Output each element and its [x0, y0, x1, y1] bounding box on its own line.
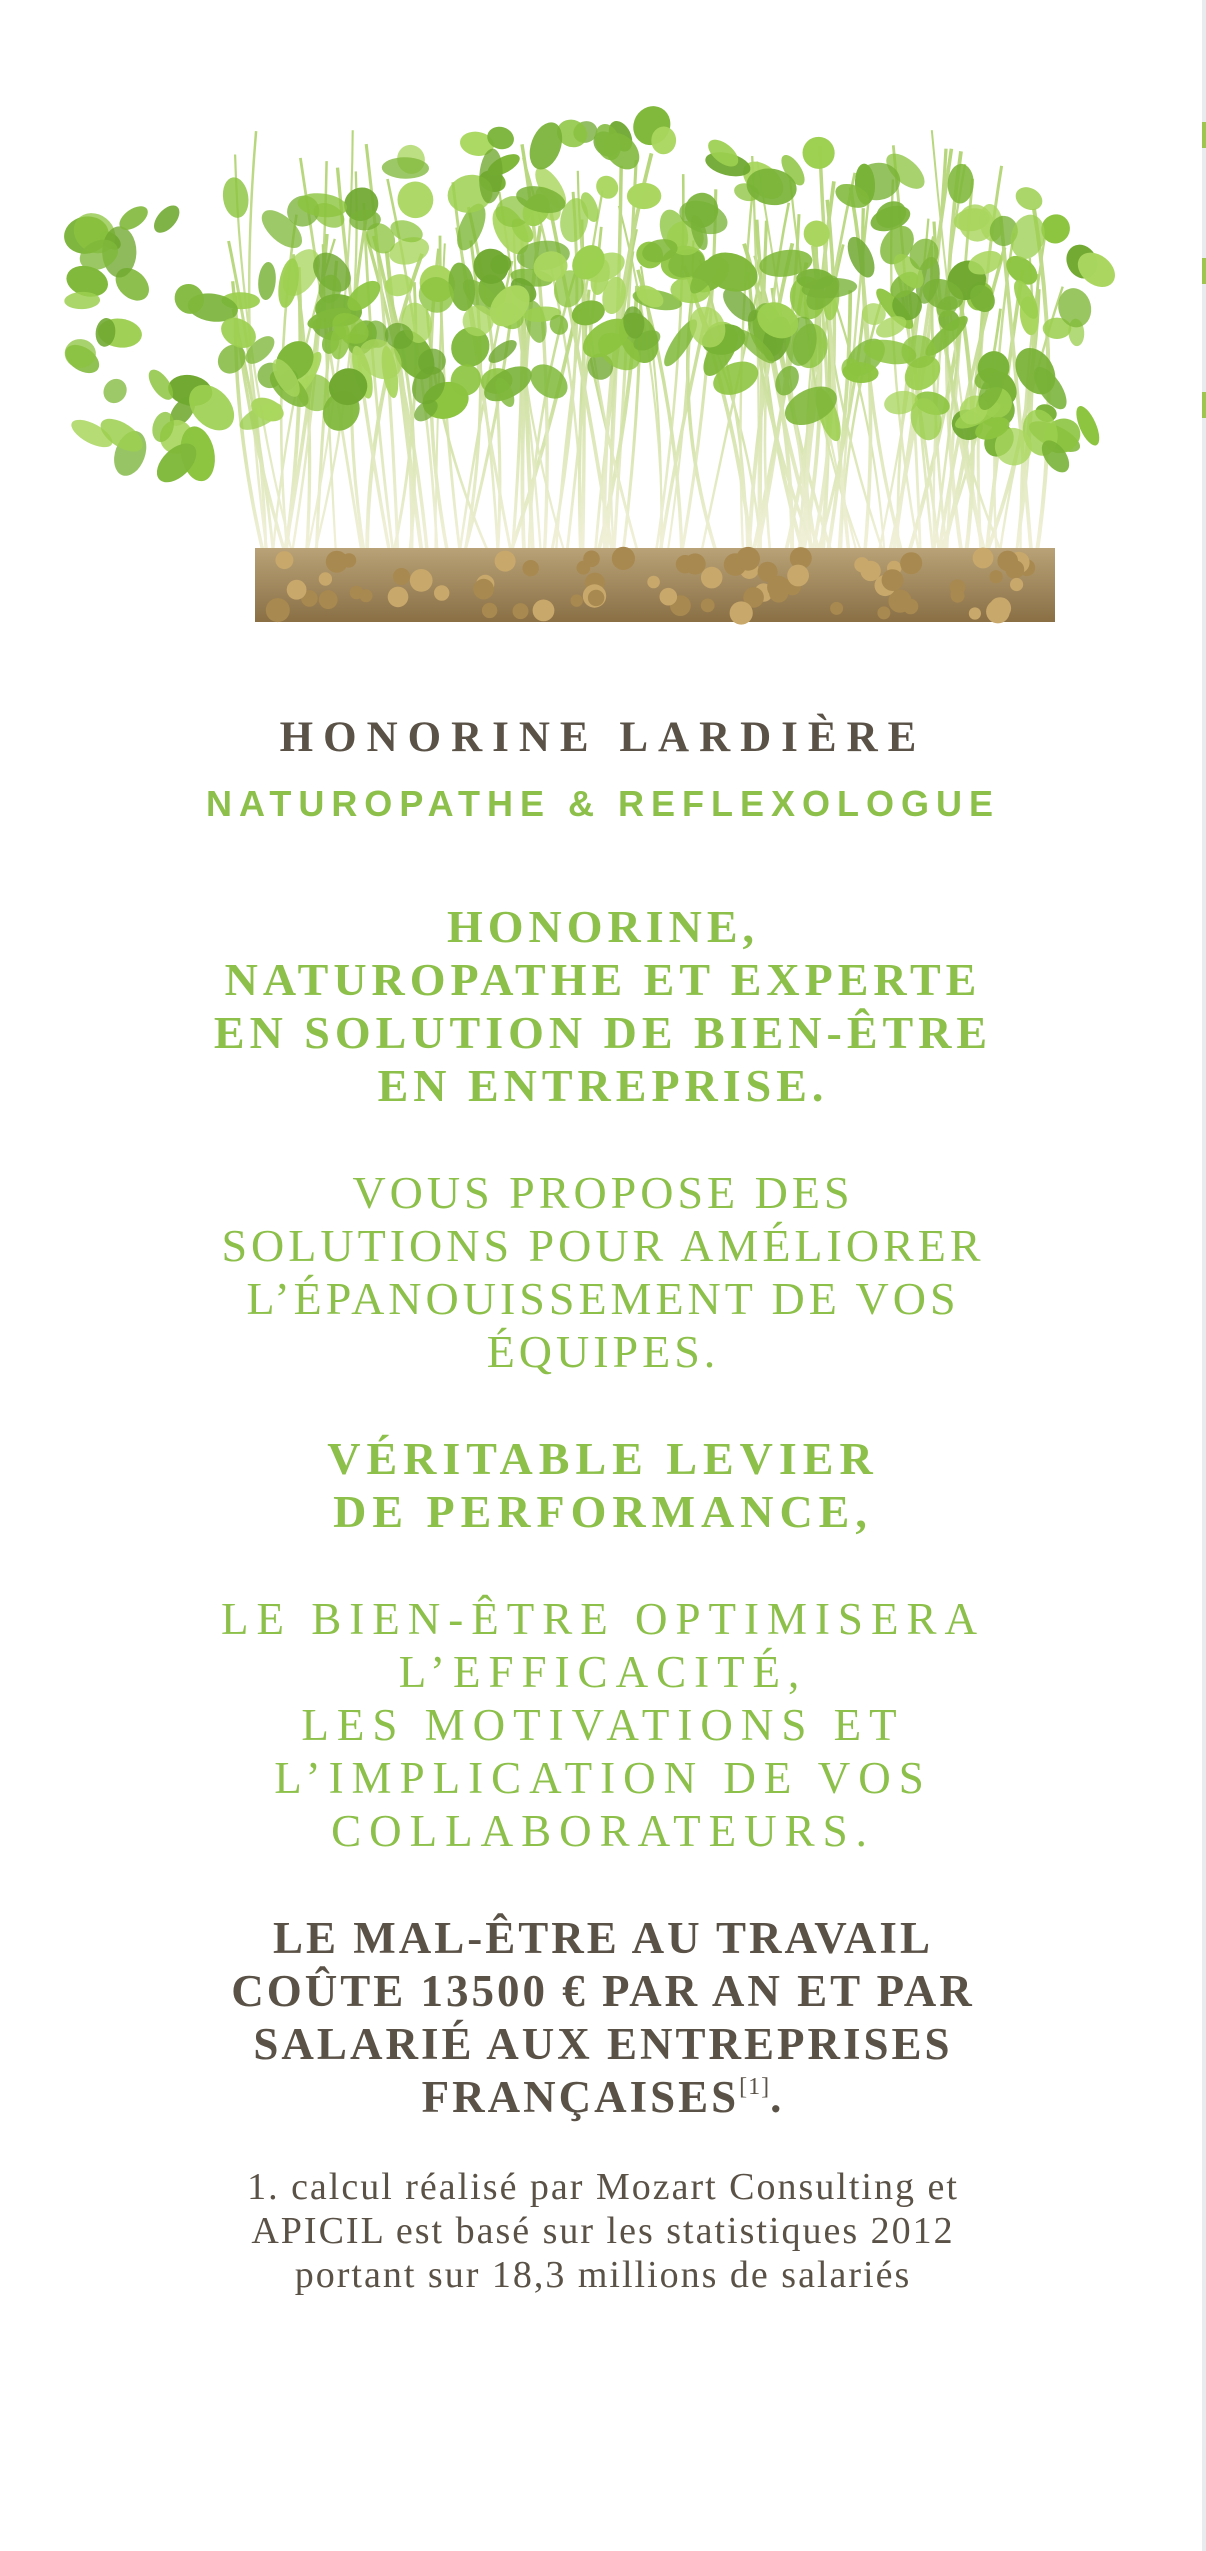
- footnote-line: portant sur 18,3 millions de salariés: [294, 2254, 912, 2296]
- practitioner-name: HONORINE LARDIÈRE: [279, 714, 927, 761]
- cost-line: LE MAL-ÊTRE AU TRAVAIL: [273, 1913, 933, 1963]
- cost-line: COÛTE 13500 € PAR AN ET PAR: [231, 1966, 975, 2016]
- intro-line: HONORINE,: [446, 901, 760, 952]
- levier-line: VÉRITABLE LEVIER: [327, 1433, 879, 1484]
- pea-sprouts-image: [60, 70, 1120, 630]
- cost-line-last: [0, 2071, 1206, 2124]
- offer-line: ÉQUIPES.: [486, 1326, 720, 1377]
- benefit-line: L’EFFICACITÉ,: [398, 1647, 808, 1697]
- edge-mark: [1202, 122, 1206, 148]
- benefit-line: LE BIEN-ÊTRE OPTIMISERA: [221, 1594, 985, 1644]
- edge-mark: [1202, 392, 1206, 418]
- edge-mark: [1202, 258, 1206, 284]
- offer-text: [0, 1166, 1206, 1378]
- offer-line: VOUS PROPOSE DES: [352, 1167, 854, 1218]
- benefit-line: LES MOTIVATIONS ET: [301, 1700, 905, 1750]
- footnote: [0, 2165, 1206, 2297]
- intro-line: EN SOLUTION DE BIEN-ÊTRE: [213, 1007, 993, 1058]
- footnote-reference: [1]: [739, 2074, 771, 2100]
- benefit-line: L’IMPLICATION DE VOS: [274, 1753, 932, 1803]
- cost-statement: [0, 1912, 1206, 2124]
- intro-line: NATUROPATHE ET EXPERTE: [224, 954, 982, 1005]
- cost-last-word: FRANÇAISES: [421, 2072, 740, 2122]
- intro-heading: [0, 900, 1206, 1112]
- cost-line: SALARIÉ AUX ENTREPRISES: [253, 2019, 953, 2069]
- cost-period: .: [770, 2072, 785, 2122]
- intro-line: EN ENTREPRISE.: [377, 1060, 829, 1111]
- footnote-line: APICIL est basé sur les statistiques 2012: [251, 2210, 955, 2252]
- levier-heading: [0, 1432, 1206, 1538]
- offer-line: SOLUTIONS POUR AMÉLIORER: [221, 1220, 985, 1271]
- benefit-line: COLLABORATEURS.: [331, 1806, 875, 1856]
- practitioner-role: NATUROPATHE & REFLEXOLOGUE: [206, 783, 1000, 824]
- footnote-line: 1. calcul réalisé par Mozart Consulting et: [247, 2166, 959, 2208]
- benefit-text: [0, 1593, 1206, 1858]
- offer-line: L’ÉPANOUISSEMENT DE VOS: [246, 1273, 960, 1324]
- levier-line: DE PERFORMANCE,: [333, 1486, 873, 1537]
